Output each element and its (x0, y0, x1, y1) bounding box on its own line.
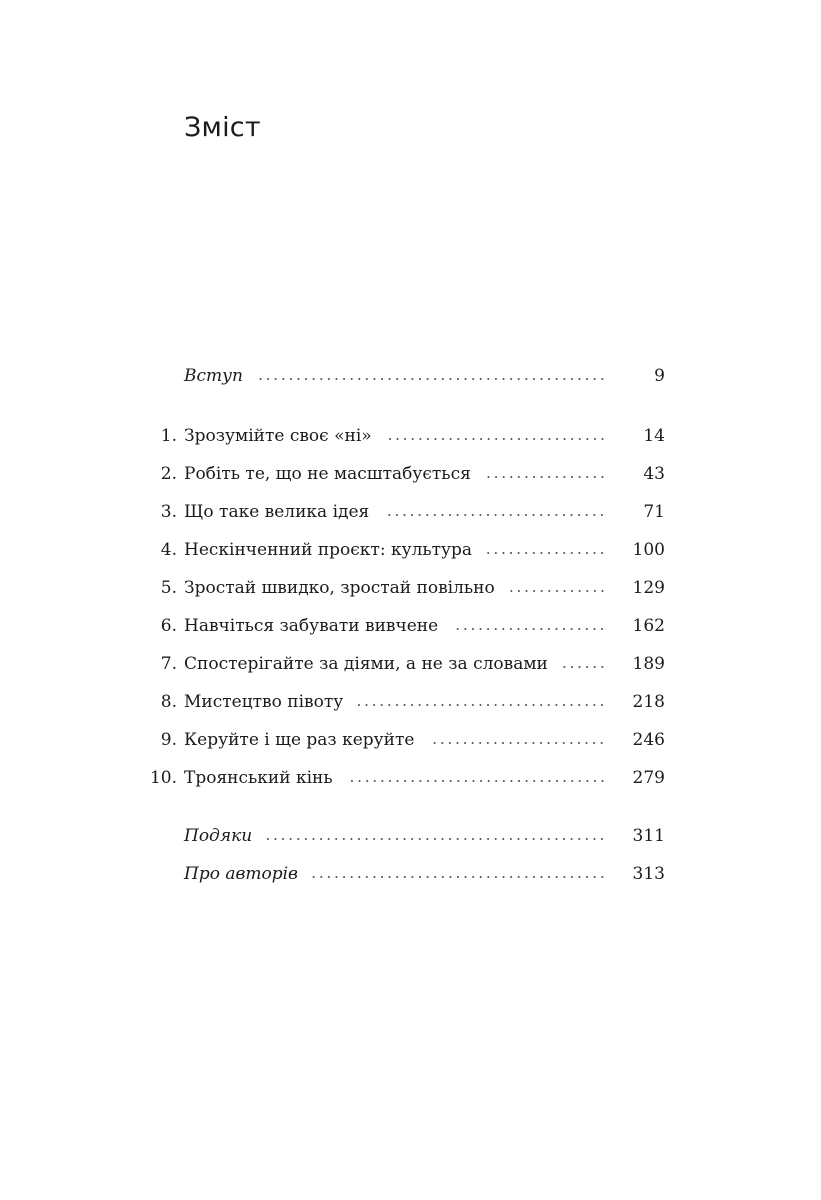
toc-entry-page: 246 (632, 730, 665, 750)
toc-entry-chapter-4[interactable] (0, 531, 821, 569)
chapter-number: 8. (160, 692, 177, 712)
dot-leader (486, 552, 606, 554)
toc-back-matter (0, 817, 821, 893)
toc-entry-chapter-7[interactable] (0, 645, 821, 683)
toc-entry-label: Нескінченний проєкт: культура (184, 540, 473, 560)
dot-leader (383, 514, 606, 516)
toc-entry-page: 189 (632, 654, 665, 674)
toc-entry-page: 129 (632, 578, 665, 598)
toc-entry-label: Троянський кінь (184, 768, 333, 788)
toc-entry-page: 279 (632, 768, 665, 788)
toc-entry-page: 9 (654, 366, 665, 386)
toc-entry-chapter-1[interactable] (0, 417, 821, 455)
dot-leader (452, 628, 606, 630)
toc-entry-chapter-10[interactable] (0, 759, 821, 797)
toc-entry-label: Подяки (184, 826, 253, 846)
toc-entry-page: 14 (643, 426, 665, 446)
dot-leader (509, 590, 606, 592)
page-title: Зміст (184, 112, 261, 143)
chapter-number: 4. (160, 540, 177, 560)
toc-entry-page: 218 (632, 692, 665, 712)
toc-entry-chapter-9[interactable] (0, 721, 821, 759)
toc-entry-label: Робіть те, що не масштабується (184, 464, 471, 484)
chapter-number: 1. (160, 426, 177, 446)
toc-entry-page: 313 (632, 864, 665, 884)
chapter-number: 3. (160, 502, 177, 522)
dot-leader (312, 876, 606, 878)
toc-entry-page: 43 (643, 464, 665, 484)
toc-entry-label: Вступ (184, 366, 243, 386)
toc-entry-label: Керуйте і ще раз керуйте (184, 730, 415, 750)
toc-entry-about-authors[interactable] (0, 855, 821, 893)
chapter-number: 2. (160, 464, 177, 484)
toc-entry-label: Що таке велика ідея (184, 502, 370, 522)
toc-entry-acknowledgements[interactable] (0, 817, 821, 855)
toc-entry-label: Зростай швидко, зростай повільно (184, 578, 495, 598)
toc-entry-chapter-6[interactable] (0, 607, 821, 645)
toc-entry-page: 311 (632, 826, 665, 846)
toc-entry-chapter-2[interactable] (0, 455, 821, 493)
dot-leader (485, 476, 606, 478)
dot-leader (386, 438, 606, 440)
chapter-number: 6. (160, 616, 177, 636)
toc-entry-chapter-8[interactable] (0, 683, 821, 721)
chapter-number: 7. (160, 654, 177, 674)
toc-chapters (0, 417, 821, 797)
chapter-number: 9. (160, 730, 177, 750)
toc-entry-label: Спостерігайте за діями, а не за словами (184, 654, 548, 674)
toc-entry-chapter-5[interactable] (0, 569, 821, 607)
dot-leader (562, 666, 606, 668)
toc-entry-intro[interactable] (0, 357, 821, 395)
dot-leader (266, 838, 606, 840)
toc-entry-label: Навчіться забувати вивчене (184, 616, 439, 636)
dot-leader (257, 378, 606, 380)
toc-entry-label: Про авторів (184, 864, 298, 884)
dot-leader (347, 780, 606, 782)
toc-entry-chapter-3[interactable] (0, 493, 821, 531)
toc-entry-page: 71 (643, 502, 665, 522)
toc-intro (0, 357, 821, 395)
toc-entry-page: 162 (632, 616, 665, 636)
dot-leader (428, 742, 606, 744)
chapter-number: 5. (160, 578, 177, 598)
dot-leader (357, 704, 606, 706)
toc-entry-page: 100 (632, 540, 665, 560)
toc-entry-label: Мистецтво півоту (184, 692, 344, 712)
chapter-number: 10. (149, 768, 177, 788)
toc-entry-label: Зрозумійте своє «ні» (184, 426, 372, 446)
